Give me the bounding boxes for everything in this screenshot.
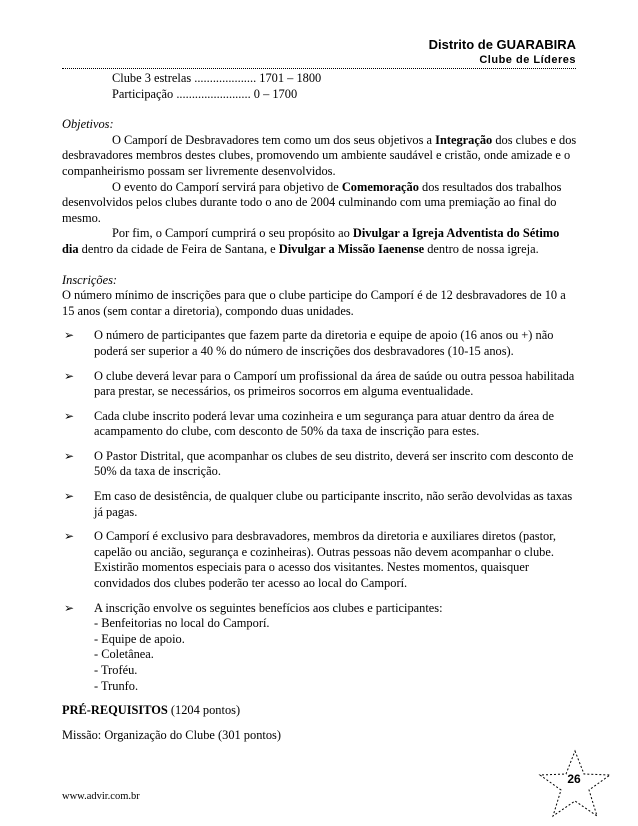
- arrow-bullet-icon: ➢: [64, 328, 75, 343]
- beneficio-item: - Troféu.: [94, 663, 138, 677]
- list-item: ➢ Cada clube inscrito poderá levar uma cozinheira e um segurança para atuar dentro da área de acampamento do clube, com desconto de 50% da taxa de inscrição para estes.: [64, 408, 554, 439]
- scoring-line-1: Clube 3 estrelas .................... 1701 – 1800: [112, 71, 322, 85]
- arrow-bullet-icon: ➢: [64, 368, 75, 383]
- list-item: ➢ O clube deverá levar para o Camporí um profissional da área de saúde ou outra pessoa habilitada para prestar, se necessários, os primeiros socorros em alguma eventualidade.: [64, 368, 575, 399]
- scoring-line-2: Participação ........................ 0 – 1700: [112, 86, 298, 101]
- list-item: ➢ O Camporí é exclusivo para desbravadores, membros da diretoria e auxiliares diretos (pastor, capelão ou ancião, segurança e cozinheiras). Outras pessoas não devem acompanhar o clube. Existirão momentos especiais para o acesso dos visitantes. Nestes momentos, quaisquer convidados dos clubes poderão ter acesso ao local do Camporí.: [64, 529, 556, 591]
- list-item: ➢ O Pastor Distrital, que acompanhar os clubes de seu distrito, deverá ser inscrito com desconto de 50% da taxa de inscrição.: [64, 448, 574, 479]
- inscricoes-heading: Inscrições:: [62, 272, 118, 287]
- objetivos-paragraph-3: Por fim, o Camporí cumprirá o seu propósito ao Divulgar a Igreja Adventista do Sétimo dia dentro da cidade de Feira de Santana, e Divulgar a Missão Iaenense dentro de nossa igreja.: [62, 226, 560, 256]
- header-divider: [62, 68, 576, 69]
- objetivos-paragraph-1: O Camporí de Desbravadores tem como um dos seus objetivos a Integração dos clubes e dos desbravadores membros destes clubes, promovendo um ambiente saudável e cristão, onde amizade e o companheirismo possam ser livremente desenvolvidos.: [62, 132, 577, 178]
- beneficio-item: - Coletânea.: [94, 647, 154, 662]
- prerequisitos-heading: PRÉ-REQUISITOS (1204 pontos): [62, 703, 241, 718]
- inscricoes-text: O número mínimo de inscrições para que o clube participe do Camporí é de 12 desbravadores de 10 a 15 anos (sem contar a diretoria), compondo duas unidades.: [62, 288, 566, 318]
- arrow-bullet-icon: ➢: [64, 448, 75, 463]
- objetivos-paragraph-2: O evento do Camporí servirá para objetivo de Comemoração dos resultados dos trabalhos desenvolvidos pelos clubes durante todo o ano de 2004 culminando com uma premiação ao final do mesmo.: [62, 179, 562, 225]
- objetivos-heading: Objetivos:: [62, 117, 114, 132]
- arrow-bullet-icon: ➢: [64, 408, 75, 423]
- beneficio-item: - Benfeitorias no local do Camporí.: [94, 616, 270, 631]
- beneficios-intro: A inscrição envolve os seguintes benefícios aos clubes e participantes:: [94, 600, 443, 615]
- footer-url: www.advir.com.br: [62, 791, 140, 802]
- header-subtitle: Clube de Líderes: [479, 54, 576, 66]
- arrow-bullet-icon: ➢: [64, 529, 75, 544]
- header-title: Distrito de GUARABIRA: [428, 37, 576, 52]
- list-item: ➢ O número de participantes que fazem parte da diretoria e equipe de apoio (16 anos ou +) não poderá ser superior a 40 % do número de inscrições dos desbravadores (10-15 anos).: [64, 328, 554, 358]
- beneficio-item: - Trunfo.: [94, 678, 139, 693]
- arrow-bullet-icon: ➢: [64, 600, 75, 615]
- beneficios-list: [62, 601, 578, 695]
- missao-line: Missão: Organização do Clube (301 pontos): [62, 727, 281, 742]
- document-body: [62, 71, 578, 743]
- list-item: ➢ Em caso de desistência, de qualquer clube ou participante inscrito, não serão devolvidas as taxas já pagas.: [64, 489, 573, 519]
- beneficio-item: - Equipe de apoio.: [94, 631, 185, 646]
- arrow-bullet-icon: ➢: [64, 489, 75, 504]
- page-number: 26: [567, 772, 581, 786]
